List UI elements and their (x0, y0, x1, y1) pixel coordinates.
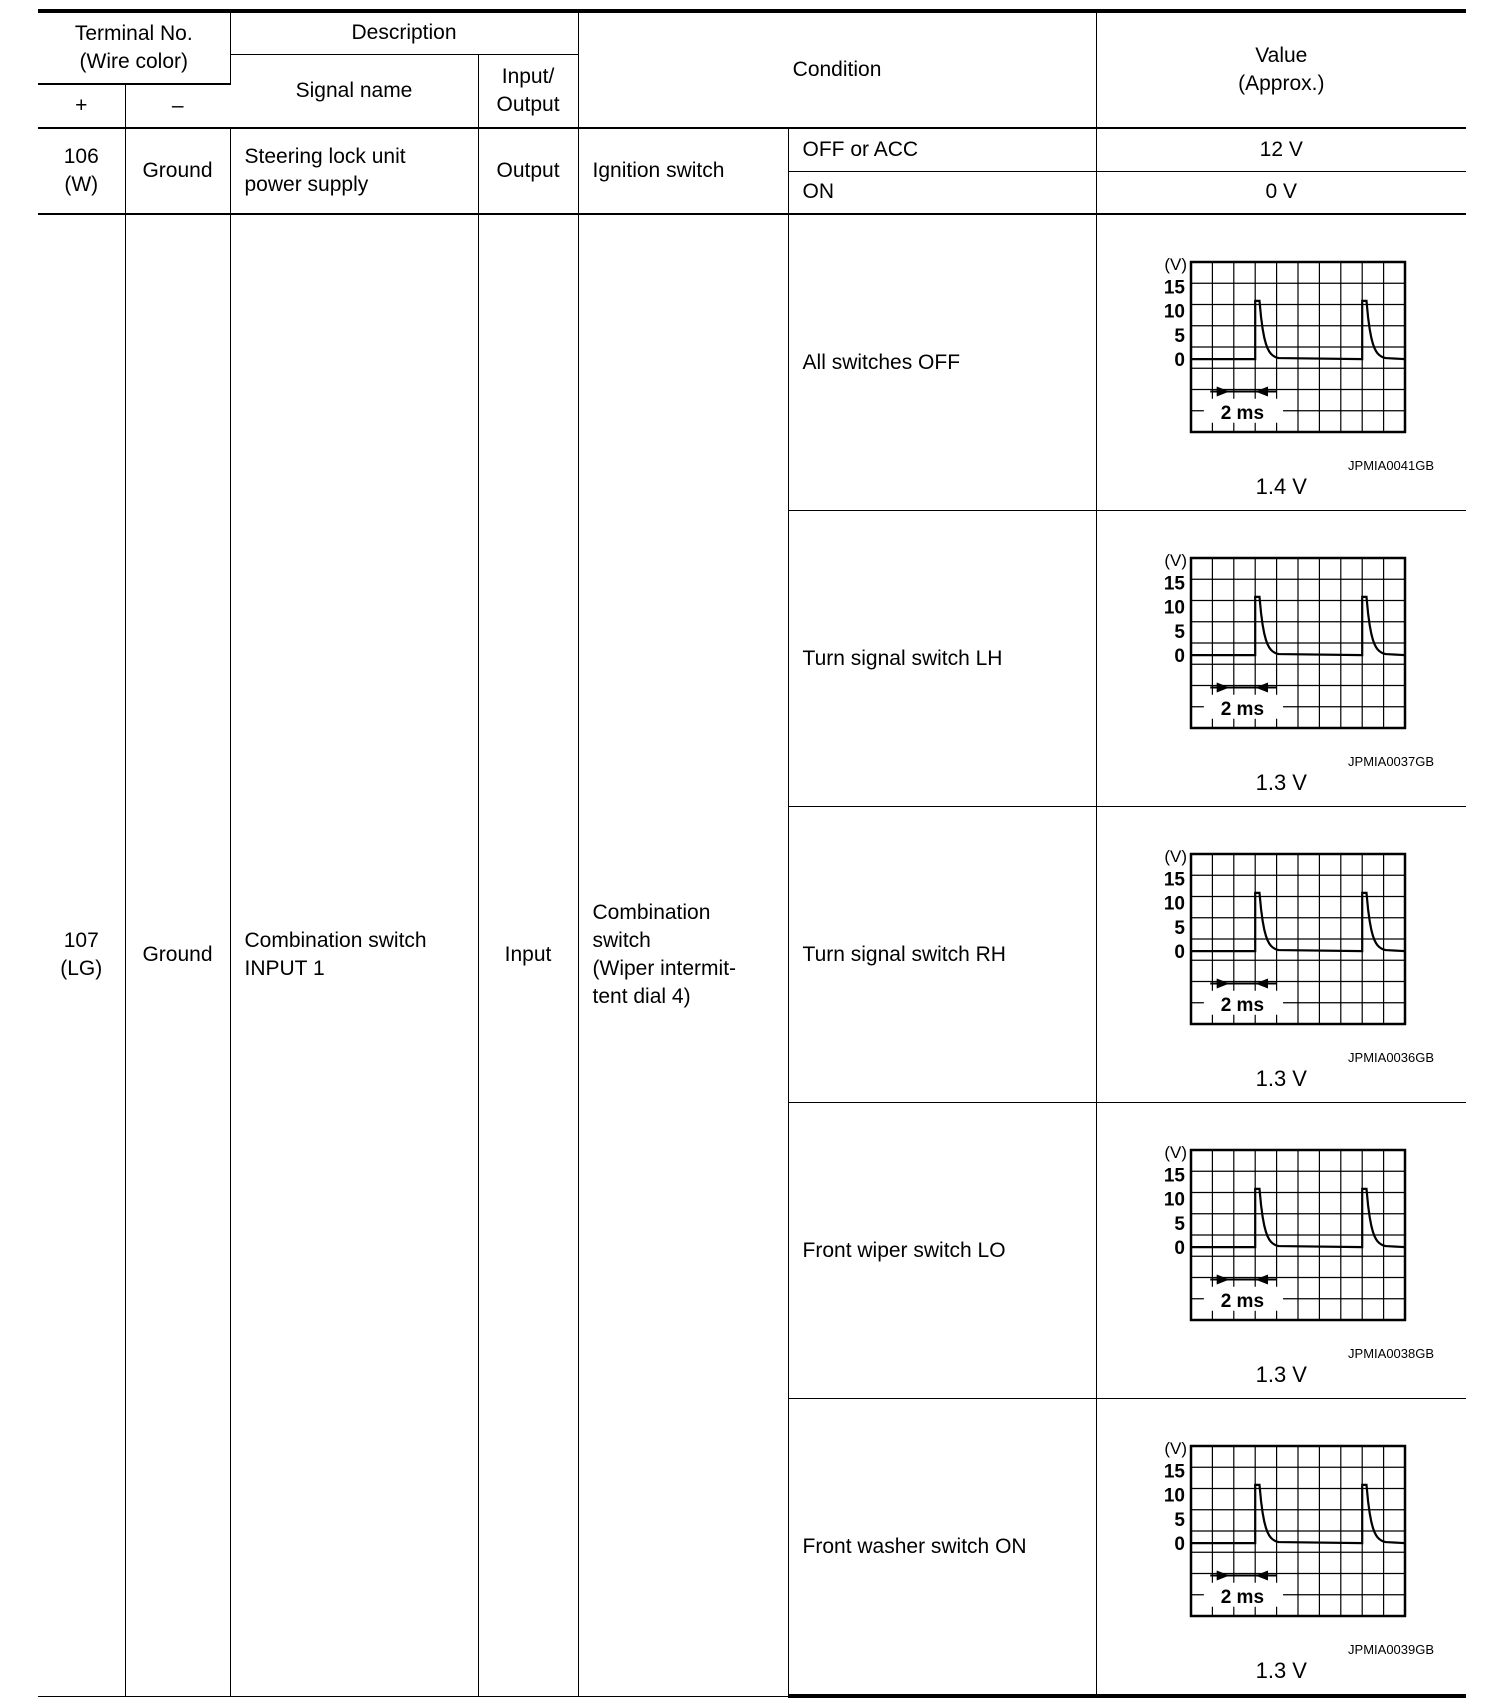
y-tick-label: 5 (1173, 1213, 1185, 1235)
row106-terminal (38, 128, 125, 214)
arrow-left-icon (1255, 1275, 1268, 1285)
row107-cond-l1: Combination (592, 901, 711, 925)
row107-signal-l1: Combination switch (244, 929, 427, 953)
row107-signal (230, 214, 478, 1696)
row107-value-cell (1096, 1399, 1466, 1697)
y-tick-label: 15 (1163, 573, 1185, 595)
waveform-chart (1127, 842, 1427, 1052)
figure-id: JPMIA0038GB (1348, 1346, 1435, 1361)
row106-io: Output (478, 128, 578, 214)
row107-state: Turn signal switch LH (788, 511, 1096, 807)
row106-value-0: 12 V (1096, 128, 1466, 171)
waveform-chart (1127, 250, 1427, 460)
time-scale-label: 2 ms (1220, 994, 1264, 1016)
y-tick-label: 5 (1173, 325, 1185, 347)
y-unit-label: (V) (1163, 255, 1187, 274)
row107-condition (578, 214, 788, 1696)
y-unit-label: (V) (1163, 551, 1187, 570)
row107-value-cell (1096, 511, 1466, 807)
figure-id: JPMIA0036GB (1348, 1050, 1435, 1065)
header-terminal (38, 11, 230, 84)
arrow-right-icon (1216, 1275, 1229, 1285)
header-plus: + (38, 84, 125, 128)
header-minus: – (125, 84, 230, 128)
value-text: 1.4 V (1255, 474, 1307, 499)
arrow-right-icon (1216, 1571, 1229, 1581)
row107-state: Front washer switch ON (788, 1399, 1096, 1697)
y-tick-label: 10 (1163, 597, 1185, 619)
waveform-chart (1127, 1138, 1427, 1348)
header-approx: (Approx.) (1238, 72, 1325, 95)
value-text: 1.3 V (1255, 770, 1307, 795)
arrow-right-icon (1216, 387, 1229, 397)
y-tick-label: 10 (1163, 1189, 1185, 1211)
row106-state-0: OFF or ACC (788, 128, 1096, 171)
time-scale-label: 2 ms (1220, 1290, 1264, 1312)
y-tick-label: 15 (1163, 277, 1185, 299)
row106-condition: Ignition switch (578, 128, 788, 214)
row106-signal-l1: Steering lock unit (244, 145, 406, 168)
row106-wire: (W) (64, 173, 99, 196)
row107-state: All switches OFF (788, 214, 1096, 511)
waveform-chart (1127, 1434, 1427, 1644)
row107-terminal-no: 107 (63, 929, 99, 953)
figure-id: JPMIA0037GB (1348, 754, 1435, 769)
row106-value-1: 0 V (1096, 171, 1466, 214)
row106-ground: Ground (125, 128, 230, 214)
y-tick-label: 15 (1163, 1165, 1185, 1187)
value-text: 1.3 V (1255, 1658, 1307, 1683)
row107-value-cell (1096, 214, 1466, 511)
y-tick-label: 10 (1163, 893, 1185, 915)
row106-state-1: ON (788, 171, 1096, 214)
row107-value-cell (1096, 1103, 1466, 1399)
row107-signal-l2: INPUT 1 (244, 957, 325, 981)
arrow-right-icon (1216, 683, 1229, 693)
figure-id: JPMIA0041GB (1348, 458, 1435, 473)
header-wire-color: (Wire color) (79, 50, 188, 73)
arrow-left-icon (1255, 1571, 1268, 1581)
arrow-left-icon (1255, 683, 1268, 693)
row107-state: Front wiper switch LO (788, 1103, 1096, 1399)
y-unit-label: (V) (1163, 1143, 1187, 1162)
row106-terminal-no: 106 (63, 145, 99, 168)
y-tick-label: 10 (1163, 301, 1185, 323)
row107-terminal (38, 214, 125, 1696)
value-text: 1.3 V (1255, 1362, 1307, 1387)
time-scale-label: 2 ms (1220, 1586, 1264, 1608)
y-tick-label: 15 (1163, 869, 1185, 891)
header-value (1096, 11, 1466, 128)
y-tick-label: 0 (1173, 646, 1185, 668)
row107-io: Input (478, 214, 578, 1696)
time-scale-label: 2 ms (1220, 698, 1264, 720)
y-tick-label: 10 (1163, 1485, 1185, 1507)
y-tick-label: 5 (1173, 1509, 1185, 1531)
header-description: Description (230, 11, 578, 54)
arrow-left-icon (1255, 979, 1268, 989)
y-tick-label: 15 (1163, 1461, 1185, 1483)
terminal-table (38, 9, 1466, 1698)
header-signal-name: Signal name (230, 54, 478, 128)
row107-wire: (LG) (60, 957, 103, 981)
row107-ground: Ground (125, 214, 230, 1696)
row107-state: Turn signal switch RH (788, 807, 1096, 1103)
header-output: Output (496, 92, 560, 116)
header-io (478, 54, 578, 128)
y-tick-label: 5 (1173, 917, 1185, 939)
figure-id: JPMIA0039GB (1348, 1642, 1435, 1657)
value-text: 1.3 V (1255, 1066, 1307, 1091)
row106-signal-l2: power supply (244, 173, 369, 196)
arrow-right-icon (1216, 979, 1229, 989)
time-scale-label: 2 ms (1220, 402, 1264, 424)
y-tick-label: 5 (1173, 621, 1185, 643)
waveform-chart (1127, 546, 1427, 756)
header-terminal-label: Terminal No. (74, 22, 193, 45)
header-condition: Condition (578, 11, 1096, 128)
y-tick-label: 0 (1173, 350, 1185, 372)
y-tick-label: 0 (1173, 1238, 1185, 1260)
header-input: Input/ (501, 64, 555, 88)
y-unit-label: (V) (1163, 1439, 1187, 1458)
row106-signal (230, 128, 478, 214)
y-tick-label: 0 (1173, 942, 1185, 964)
row107-cond-l3: (Wiper intermit- (592, 957, 737, 981)
row107-value-cell (1096, 807, 1466, 1103)
y-tick-label: 0 (1173, 1534, 1185, 1556)
row107-cond-l2: switch (592, 929, 651, 953)
y-unit-label: (V) (1163, 847, 1187, 866)
row107-cond-l4: tent dial 4) (592, 985, 691, 1009)
header-value-label: Value (1255, 44, 1308, 67)
arrow-left-icon (1255, 387, 1268, 397)
